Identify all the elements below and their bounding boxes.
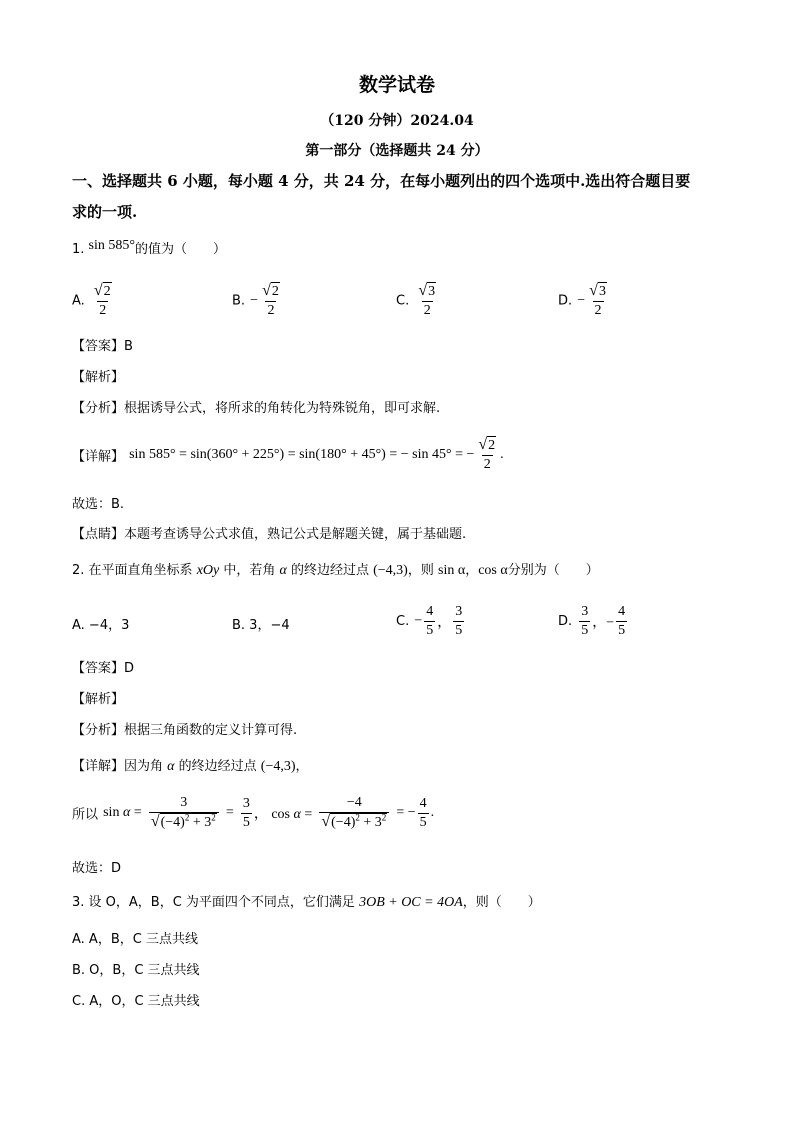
section-instruction-line2: 求的一项. <box>72 203 138 221</box>
q3-option-c: C. A，O，C 三点共线 <box>72 994 200 1009</box>
q2-detail: 【详解】因为角 α 的终边经过点 (−4,3)， <box>72 759 309 774</box>
q1-detail-equation: sin 585° = sin(360° + 225°) = sin(180° + 45°) = − sin 45° = − <box>129 447 475 462</box>
q1-option-b: B. − √ 2 2 <box>232 282 279 318</box>
q2-detail-equation: 所以 sin α = 3 √ $(-4)^2 + 3^2$ = $\frac{3}{5}$ ， cos α = −4 √ $(-4)^2 + 3^2$ = − $\frac{4}{5}$ . <box>72 795 435 830</box>
question-3-stem: 3. 设 O，A，B，C 为平面四个不同点，它们满足 3OB + OC = 4OA，则（ ） <box>72 895 541 910</box>
q3-option-a: A. A，B，C 三点共线 <box>72 932 198 947</box>
exam-title: 数学试卷 <box>358 74 435 96</box>
q2-conclusion: 故选：D <box>72 861 122 876</box>
q1-remark: 【点睛】本题考查诱导公式求值，熟记公式是解题关键，属于基础题. <box>72 527 467 542</box>
q2-option-b: B. 3，−4 <box>232 618 290 633</box>
q1-expression: sin 585° <box>88 238 135 253</box>
q1-answer: 【答案】B <box>72 339 133 354</box>
q1-conclusion: 故选：B. <box>72 497 125 512</box>
q1-option-c: C. √ 3 2 <box>396 282 436 318</box>
q1-option-a: A. √ 2 2 <box>72 282 111 318</box>
question-2-stem: 2. 在平面直角坐标系 xOy 中，若角 α 的终边经过点 (−4,3)，则 sin α，cos α分别为（ ） <box>72 563 599 578</box>
q1-detail: 【详解】 sin 585° = sin(360° + 225°) = sin(180° + 45°) = − sin 45° = − √ 2 2 . <box>72 436 504 472</box>
q1-fenxi: 【分析】根据诱导公式，将所求的角转化为特殊锐角，即可求解. <box>72 401 441 416</box>
q2-analysis-heading: 【解析】 <box>72 692 125 707</box>
exam-duration: （120 分钟）2024.04 <box>320 113 474 129</box>
q1-option-d: D. − √ 3 2 <box>558 282 606 318</box>
q2-option-c: C. − $\frac{4}{5}$ ， $\frac{3}{5}$ <box>396 604 463 638</box>
q3-vector-equation: 3OB + OC = 4OA <box>359 895 463 910</box>
q2-answer: 【答案】D <box>72 661 135 676</box>
question-1-stem: 1. sin 585°的值为（ ） <box>72 238 226 257</box>
q2-option-a: A. −4，3 <box>72 618 130 633</box>
q3-option-b: B. O，B，C 三点共线 <box>72 963 200 978</box>
q2-fenxi: 【分析】根据三角函数的定义计算可得. <box>72 723 298 738</box>
q1-analysis-heading: 【解析】 <box>72 370 125 385</box>
part-heading: 第一部分（选择题共 24 分） <box>305 143 489 159</box>
q2-option-d: D. $\frac{3}{5}$ ，− $\frac{4}{5}$ <box>558 604 626 638</box>
section-instruction-line1: 一、选择题共 6 小题，每小题 4 分，共 24 分，在每小题列出的四个选项中.选出符合题目要 <box>72 172 691 190</box>
